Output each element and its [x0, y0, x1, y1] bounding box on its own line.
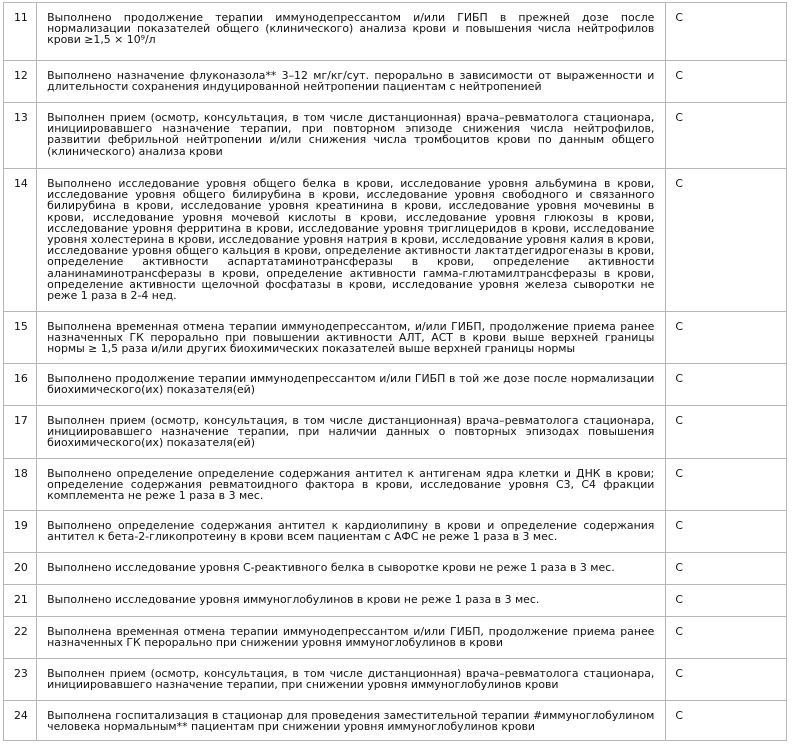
row-number: 19: [4, 511, 37, 553]
criterion-text: Выполнено исследование уровня С-реактивного белка в сыворотке крови не реже 1 раза в 3 мес.: [37, 553, 666, 585]
table-row: [4, 61, 787, 103]
evidence-grade: C: [666, 169, 787, 312]
criterion-text: Выполнена временная отмена терапии иммунодепрессантом, и/или ГИБП, продолжение приема ранее назначенных ГК перорально при повышении активности АЛТ, АСТ в крови выше верхней границы нормы ≥ 1,5 раза и/или других биохимических показателей выше верхней границы нормы: [37, 312, 666, 364]
criterion-text: Выполнено определение содержания антител к кардиолипину в крови и определение содержания антител к бета-2-гликопротеину в крови всем пациентам с АФС не реже 1 раза в 3 мес.: [37, 511, 666, 553]
table-row: [4, 459, 787, 511]
table-row: [4, 364, 787, 406]
evidence-grade: C: [666, 103, 787, 169]
row-number: 23: [4, 659, 37, 701]
evidence-grade: C: [666, 701, 787, 741]
evidence-grade: C: [666, 406, 787, 459]
row-number: 15: [4, 312, 37, 364]
evidence-grade: C: [666, 61, 787, 103]
table-row: [4, 169, 787, 312]
table-row: [4, 103, 787, 169]
evidence-grade: C: [666, 617, 787, 659]
criterion-text: Выполнен прием (осмотр, консультация, в том числе дистанционная) врача–ревматолога стационара, инициировавшего назначение терапии, при повторном эпизоде снижения числа нейтрофилов, развитии фебрильной нейтропении и/или снижения числа тромбоцитов крови по данным общего (клинического) анализа крови: [37, 103, 666, 169]
row-number: 24: [4, 701, 37, 741]
evidence-grade: C: [666, 553, 787, 585]
evidence-grade: C: [666, 659, 787, 701]
table-row: [4, 312, 787, 364]
criterion-text: Выполнен прием (осмотр, консультация, в том числе дистанционная) врача–ревматолога стационара, инициировавшего назначение терапии, при наличии данных о повторных эпизодах повышения биохимического(их) показателя(ей): [37, 406, 666, 459]
table-row: [4, 701, 787, 741]
table-row: [4, 3, 787, 61]
evidence-grade: C: [666, 585, 787, 617]
evidence-grade: C: [666, 3, 787, 61]
evidence-grade: C: [666, 312, 787, 364]
criterion-text: Выполнена госпитализация в стационар для проведения заместительной терапии #иммуноглобулином человека нормальным** пациентам при снижении уровня иммуноглобулинов крови: [37, 701, 666, 741]
criterion-text: Выполнено назначение флуконазола** 3–12 мг/кг/сут. перорально в зависимости от выраженности и длительности сохранения индуцированной нейтропении пациентам с нейтропенией: [37, 61, 666, 103]
evidence-grade: C: [666, 459, 787, 511]
row-number: 16: [4, 364, 37, 406]
row-number: 13: [4, 103, 37, 169]
row-number: 20: [4, 553, 37, 585]
evidence-grade: C: [666, 511, 787, 553]
table-row: [4, 659, 787, 701]
table-row: [4, 511, 787, 553]
table-row: [4, 585, 787, 617]
row-number: 21: [4, 585, 37, 617]
table-row: [4, 553, 787, 585]
row-number: 12: [4, 61, 37, 103]
quality-criteria-table: [3, 2, 787, 741]
criterion-text: Выполнен прием (осмотр, консультация, в том числе дистанционная) врача–ревматолога стационара, инициировавшего назначение терапии, при снижении уровня иммуноглобулинов крови: [37, 659, 666, 701]
row-number: 22: [4, 617, 37, 659]
row-number: 11: [4, 3, 37, 61]
criterion-text: Выполнено определение определение содержания антител к антигенам ядра клетки и ДНК в крови; определение содержания ревматоидного фактора в крови, исследование уровня С3, С4 фракции комплемента не реже 1 раза в 3 мес.: [37, 459, 666, 511]
criterion-text: Выполнено исследование уровня иммуноглобулинов в крови не реже 1 раза в 3 мес.: [37, 585, 666, 617]
criterion-text: Выполнено продолжение терапии иммунодепрессантом и/или ГИБП в той же дозе после нормализации биохимического(их) показателя(ей): [37, 364, 666, 406]
table-row: [4, 406, 787, 459]
row-number: 18: [4, 459, 37, 511]
criterion-text: Выполнена временная отмена терапии иммунодепрессантом и/или ГИБП, продолжение приема ранее назначенных ГК перорально при снижении уровня иммуноглобулинов в крови: [37, 617, 666, 659]
criterion-text: Выполнено исследование уровня общего белка в крови, исследование уровня альбумина в крови, исследование уровня общего билирубина в крови, исследование уровня свободного и связанного билирубина в крови, исследование уровня креатинина в крови, исследование уровня мочевины в крови, исследование уровня мочевой кислоты в крови, исследование уровня глюкозы в крови, исследование уровня ферритина в крови, исследование уровня триглицеридов в крови, исследование уровня холестерина в крови, исследование уровня натрия в крови, исследование уровня калия в крови, исследование уровня общего кальция в крови, определение активности лактатдегидрогеназы в крови, определение активности аспартатаминотрансферазы в крови, определение активности аланинаминотрансферазы в крови, определение активности гамма-глютамилтрансферазы в крови, определение активности щелочной фосфатазы в крови, исследование уровня железа сыворотки не реже 1 раза в 2-4 нед.: [37, 169, 666, 312]
row-number: 14: [4, 169, 37, 312]
evidence-grade: C: [666, 364, 787, 406]
criterion-text: Выполнено продолжение терапии иммунодепрессантом и/или ГИБП в прежней дозе после нормализации показателей общего (клинического) анализа крови и повышения числа нейтрофилов крови ≥1,5 × 10⁹/л: [37, 3, 666, 61]
row-number: 17: [4, 406, 37, 459]
table-row: [4, 617, 787, 659]
